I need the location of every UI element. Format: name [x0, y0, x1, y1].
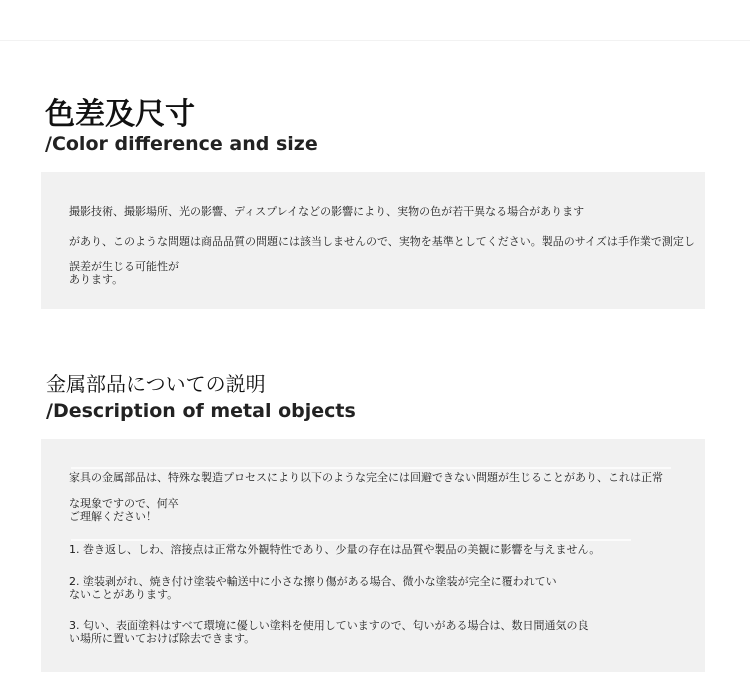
metal-parts-text-line: 3. 匂い、表面塗料はすべて環境に優しい塗料を使用していますので、匂いがある場合は、数日間通気の良	[69, 619, 589, 632]
text-smudge	[71, 467, 671, 469]
color-size-text-line: があり、このような問題は商品品質の問題には該当しませんので、実物を基準としてください。製品のサイズは手作業で測定し	[69, 235, 695, 248]
color-size-text-line: 誤差が生じる可能性が	[69, 260, 179, 273]
metal-parts-text-line: ないことがあります。	[69, 588, 179, 601]
metal-parts-title-jp: 金属部品についての説明	[46, 372, 266, 396]
color-size-title-en: /Color difference and size	[45, 133, 318, 155]
color-size-text-line: 撮影技術、撮影場所、光の影響、ディスプレイなどの影響により、実物の色が若干異なる場合があります	[69, 205, 585, 218]
metal-parts-panel	[41, 439, 705, 672]
color-size-text-line: あります。	[69, 273, 124, 286]
metal-parts-text-line: 1. 巻き返し、しわ、溶接点は正常な外観特性であり、少量の存在は品質や製品の美観に影響を与えません。	[69, 543, 601, 556]
metal-parts-text-line: 2. 塗装剥がれ、焼き付け塗装や輸送中に小さな擦り傷がある場合、微小な塗装が完全に覆われてい	[69, 575, 557, 588]
metal-parts-text-line: ご理解ください！	[69, 510, 157, 523]
top-divider	[0, 40, 750, 41]
metal-parts-text-line: 家具の金属部品は、特殊な製造プロセスにより以下のような完全には回避できない問題が生じることがあり、これは正常	[69, 471, 663, 484]
color-size-panel	[41, 172, 705, 309]
text-smudge	[71, 539, 631, 541]
metal-parts-text-line: い場所に置いておけば除去できます。	[69, 632, 256, 645]
color-size-title-jp: 色差及尺寸	[45, 97, 195, 132]
metal-parts-title-en: /Description of metal objects	[46, 400, 356, 422]
metal-parts-text-line: な現象ですので、何卒	[69, 497, 179, 510]
